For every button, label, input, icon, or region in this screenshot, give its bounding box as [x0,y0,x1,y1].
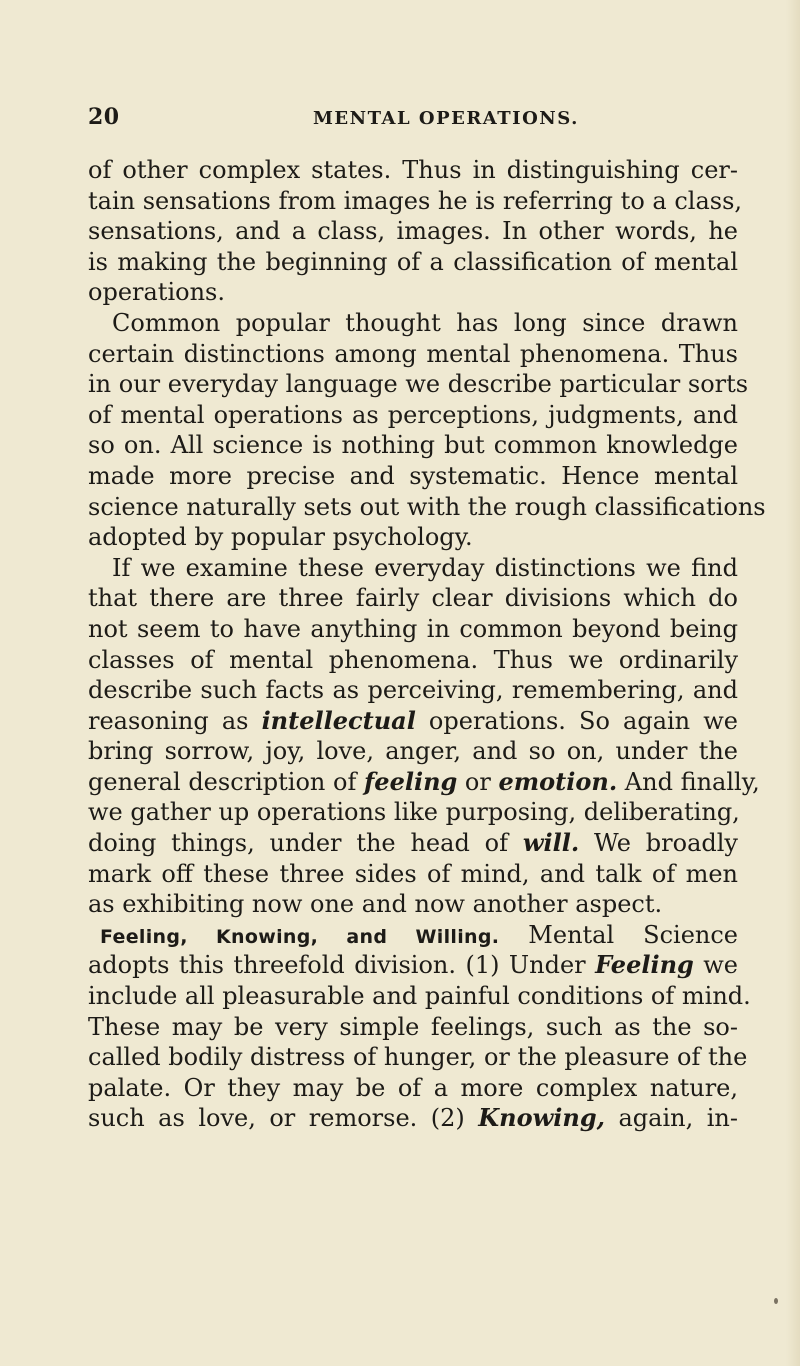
text-line: called bodily distress of hunger, or the pleasure of the [88,1043,748,1072]
text-run: such as love, or remorse. (2) [88,1104,479,1133]
text-line: certain distinctions among mental phenomena. Thus [88,339,738,368]
text-line: that there are three fairly clear divisions which do [88,584,738,613]
text-line: adopted by popular psychology. [88,523,473,552]
text-line: in our everyday language we describe particular sorts [88,370,749,399]
text-run: doing things, under the head of [88,829,523,858]
text-line: If we examine these everyday distinctions we find [112,553,738,582]
italic-term: Feeling [595,950,694,980]
page-edge-shadow [786,0,800,1366]
text-line: made more precise and systematic. Hence mental [88,461,738,490]
text-line: sensations, and a class, images. In other words, he [88,217,738,246]
text-line: is making the beginning of a classification of mental [88,247,738,276]
italic-term: will. [522,828,580,858]
text-line: as exhibiting now one and now another aspect. [88,890,663,919]
text-line: classes of mental phenomena. Thus we ordinarily [88,645,738,674]
text-line: of mental operations as perceptions, judgments, and [88,400,738,429]
text-line [88,828,738,859]
text-line [88,920,738,951]
text-line: palate. Or they may be of a more complex nature, [88,1073,738,1102]
text-run: reasoning as [88,706,262,735]
text-line: not seem to have anything in common beyond being [88,614,738,643]
text-line: so on. All science is nothing but common knowledge [88,431,738,460]
text-line: bring sorrow, joy, love, anger, and so on, under the [88,737,738,766]
text-run: or [457,767,499,796]
italic-term: Knowing, [478,1103,605,1133]
page-header [88,104,738,136]
text-line [88,766,760,798]
text-line [88,706,738,737]
text-run: general description of [88,767,364,796]
text-line [88,950,738,981]
body-text [88,155,766,1134]
running-title: MENTAL OPERATIONS. [313,108,579,129]
side-heading: Feeling, Knowing, and Willing. [100,925,500,948]
text-run: And finally, [617,767,760,796]
italic-term: intellectual [261,705,416,735]
text-line: Common popular thought has long since drawn [112,308,738,337]
text-line [88,1103,738,1134]
text-line: These may be very simple feelings, such as the so- [88,1012,738,1041]
text-run: we [693,951,738,980]
text-line: science naturally sets out with the rough classifications [88,492,766,521]
text-run: adopts this threefold division. (1) Under [88,951,586,980]
text-run: operations. So again we [415,706,738,735]
text-run: We broadly [579,829,738,858]
text-line: of other complex states. Thus in distinguishing cer- [88,156,738,184]
text-line: tain sensations from images he is referring to a class, [88,186,743,215]
italic-term: emotion. [498,766,618,796]
text-line: describe such facts as perceiving, remembering, and [88,676,738,705]
text-line: operations. [88,278,225,307]
text-run: again, in- [604,1104,738,1133]
text-line: mark off these three sides of mind, and talk of men [88,859,738,888]
page-number: 20 [88,104,120,130]
italic-term: feeling [363,766,458,796]
text-line: we gather up operations like purposing, deliberating, [88,798,740,827]
text-line: include all pleasurable and painful conditions of mind. [88,982,751,1011]
ink-speck [774,1298,778,1304]
text-run: Mental Science [499,920,738,949]
